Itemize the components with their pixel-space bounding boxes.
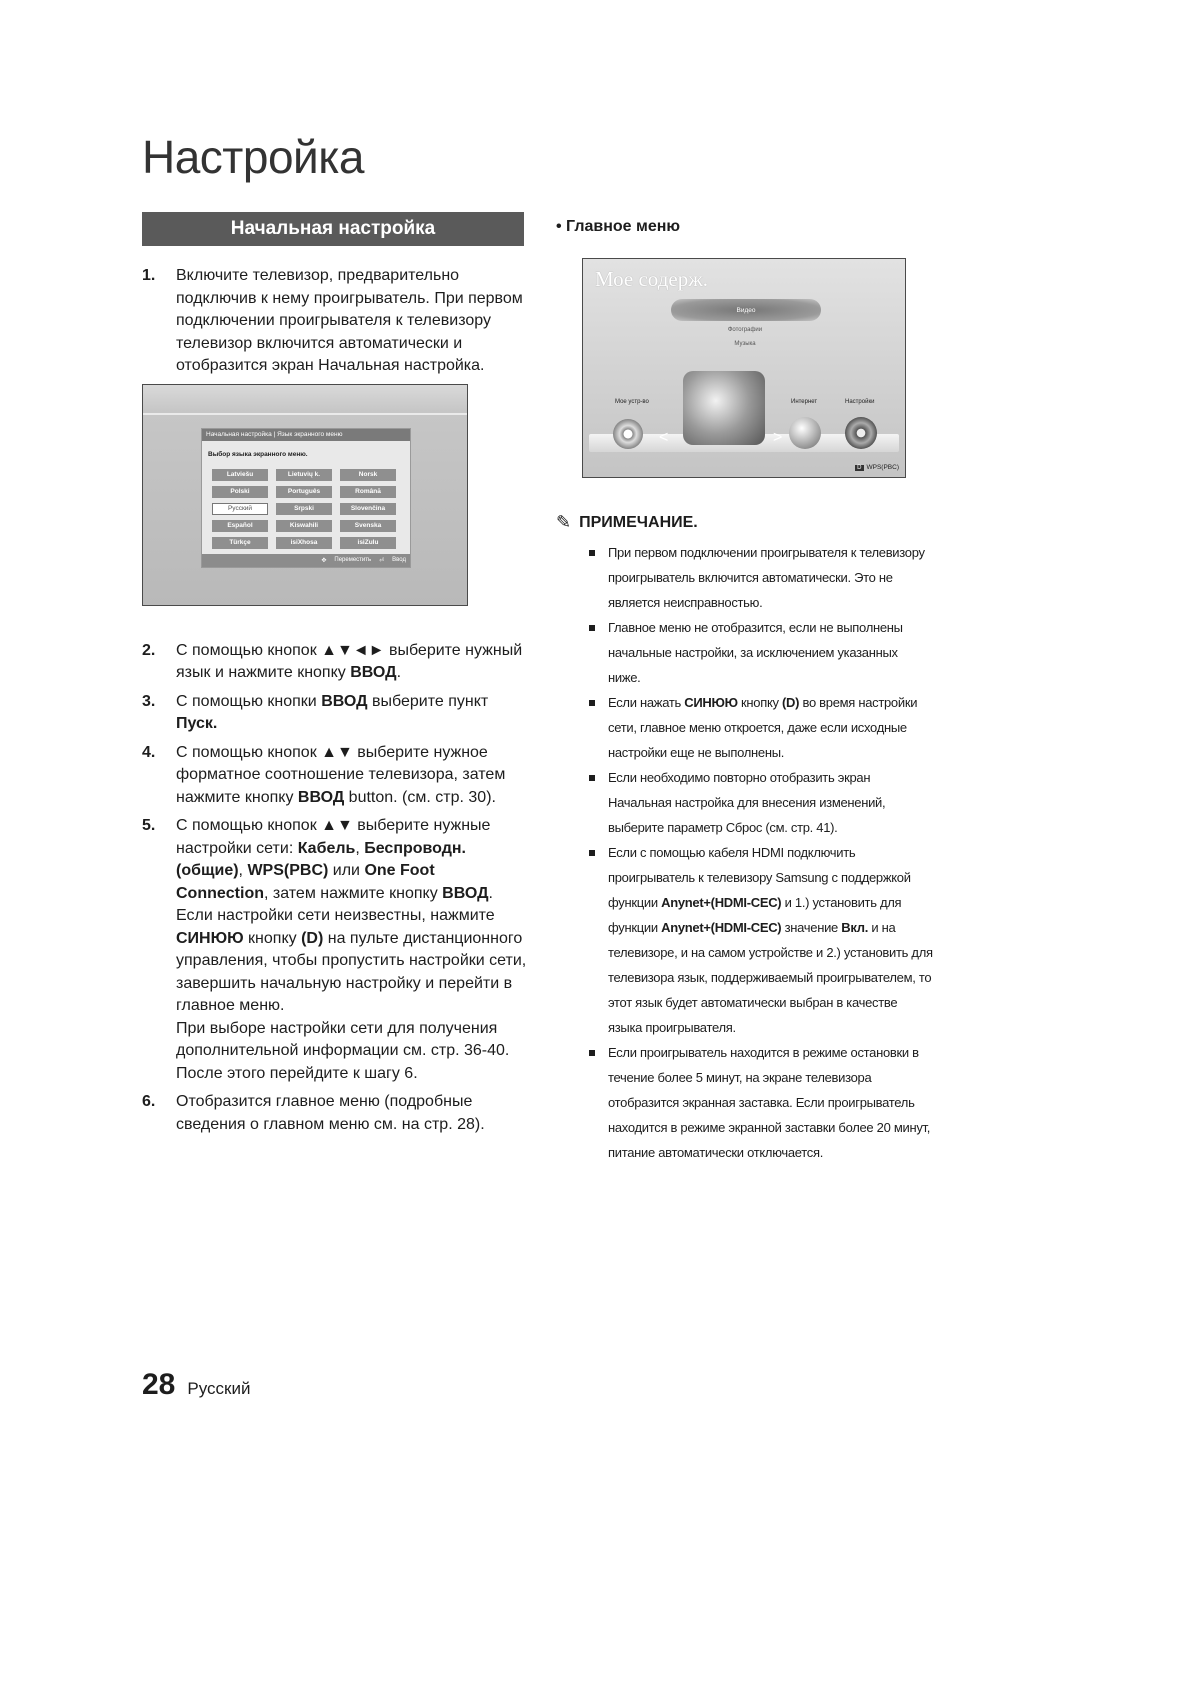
note-text: Если нажать (608, 695, 685, 710)
step-3 (142, 691, 527, 736)
language-grid (212, 469, 410, 549)
note-bold: Anynet+(HDMI-CEC) (661, 920, 782, 935)
step-number: 2. (142, 641, 156, 659)
language-option[interactable]: isiXhosa (276, 537, 332, 549)
step-bold: Пуск (176, 715, 213, 732)
move-label: Переместить (334, 557, 372, 563)
steps-list (142, 265, 527, 1142)
menu-title: Мое содерж. (595, 267, 708, 291)
internet-icon[interactable] (789, 417, 821, 449)
main-menu-screenshot (582, 258, 906, 478)
language-option[interactable]: Kiswahili (276, 520, 332, 532)
step-text: button. (см. стр. 30). (344, 788, 496, 806)
step-text: При выборе настройки сети для получения дополнительной информации см. стр. 36-40. После этого перейдите к шагу 6. (176, 1019, 510, 1082)
step-text: С помощью кнопок ▲▼ выберите нужные настройки сети: (176, 817, 491, 857)
menu-item-music[interactable]: Музыка (734, 341, 756, 347)
language-option-selected[interactable]: Русский (212, 503, 268, 515)
language-option[interactable]: isiZulu (340, 537, 396, 549)
note-text: и на телевизоре, и на самом устройстве и 2.) установить для телевизора язык, поддерживаемый проигрывателем, то этот язык будет автоматически выбран в качестве языка проигрывателя. (608, 920, 933, 1035)
square-bullet-icon (589, 550, 595, 556)
step-text: . (212, 715, 218, 732)
page-language: Русский (187, 1379, 251, 1398)
icon-label-settings: Настройки (845, 399, 875, 405)
note-text: и 1.) установить для функции (608, 895, 902, 935)
note-heading (556, 512, 698, 533)
step-text: С помощью кнопок ▲▼◄► выберите нужный язык и нажмите кнопку (176, 641, 523, 681)
note-text: Если проигрыватель находится в режиме остановки в течение более 5 минут, на экране телевизора отобразится экранная заставка. Если проигрыватель находится в режиме экранной заставки более 20 минут, питание автоматически отключается. (608, 1045, 931, 1160)
step-bold: ВВОД (442, 884, 489, 902)
icon-label-device: Мое устр-во (615, 399, 649, 405)
dialog-footer (202, 554, 410, 567)
step-text: С помощью кнопок ▲▼ выберите нужное форматное соотношение телевизора, затем нажмите кнопку (176, 743, 506, 806)
enter-label: Ввод (392, 557, 406, 563)
language-option[interactable]: Polski (212, 486, 268, 498)
step-text: , (238, 862, 248, 879)
enter-icon: ⏎ (379, 557, 385, 564)
step-bold: WPS(PBC) (247, 862, 329, 879)
note-text: Если с помощью кабеля HDMI подключить проигрыватель к телевизору Samsung с поддержкой функции (608, 845, 911, 910)
language-option[interactable]: Türkçe (212, 537, 268, 549)
note-item (588, 615, 933, 690)
square-bullet-icon (589, 1050, 595, 1056)
note-text: во время настройки сети, главное меню откроется, даже если исходные настройки еще не выполнены. (608, 695, 918, 760)
right-arrow-icon[interactable]: > (773, 429, 783, 446)
gear-icon[interactable] (845, 417, 877, 449)
square-bullet-icon (589, 625, 595, 631)
note-bold: СИНЮЮ (684, 695, 738, 710)
note-item (588, 540, 933, 615)
language-option[interactable]: Lietuvių k. (276, 469, 332, 481)
icon-label-internet: Интернет (791, 399, 818, 405)
note-text: Главное меню не отобразится, если не выполнены начальные настройки, за исключением указанных ниже. (608, 620, 903, 685)
step-number: 1. (142, 267, 156, 284)
menu-item-photos[interactable]: Фотографии (727, 327, 763, 333)
note-text: кнопку (737, 695, 783, 710)
language-option[interactable]: Português (276, 486, 332, 498)
pencil-icon: ✎ (556, 512, 572, 532)
note-bold: Anynet+(HDMI-CEC) (661, 895, 782, 910)
step-bold: СИНЮЮ (176, 929, 244, 947)
language-option[interactable]: Svenska (340, 520, 396, 532)
main-menu-heading: • Главное меню (556, 218, 681, 235)
step-text: Включите телевизор, предварительно подключив к нему проигрыватель. При первом подключении проигрывателя к телевизору телевизор включится автоматически и отобразится экран Начальная настройка. (176, 267, 523, 374)
note-text: При первом подключении проигрывателя к телевизору проигрыватель включится автоматически. Это не является неисправностью. (608, 545, 925, 610)
step-text: или (328, 862, 365, 879)
wps-hint (855, 464, 899, 471)
step-text: на пульте дистанционного управления, чтобы пропустить настройки сети, завершить начальную настройку и перейти в главное меню. (176, 929, 527, 1014)
note-title: ПРИМЕЧАНИЕ. (579, 513, 698, 531)
dialog-header: Начальная настройка | Язык экранного меню (202, 429, 410, 441)
step-text: Отобразится главное меню (подробные сведения о главном меню см. на стр. 28). (176, 1093, 485, 1133)
language-option[interactable]: Norsk (340, 469, 396, 481)
step-bold: ВВОД (350, 664, 397, 681)
step-bold: ВВОД (321, 692, 368, 710)
step-4 (142, 742, 527, 810)
step-text: . Если настройки сети неизвестны, нажмите (176, 884, 495, 924)
initial-setup-screenshot (142, 384, 468, 606)
language-option[interactable]: Latviešu (212, 469, 268, 481)
step-6 (142, 1091, 527, 1136)
step-number: 3. (142, 692, 156, 710)
step-number: 4. (142, 743, 156, 761)
note-bold: (D) (782, 695, 800, 710)
step-bold: Кабель (297, 839, 356, 857)
menu-item-video[interactable]: Видео (671, 299, 821, 321)
dialog-subtitle: Выбор языка экранного меню. (208, 450, 308, 458)
my-device-icon[interactable] (613, 419, 643, 449)
page-number: 28 (142, 1368, 176, 1401)
step-2 (142, 640, 527, 685)
step-bold: One Foot Connection (176, 862, 435, 902)
language-option[interactable]: Srpski (276, 503, 332, 515)
step-text: , (355, 839, 365, 857)
step-bold: (D) (301, 929, 324, 947)
main-menu-heading-text: Главное меню (566, 218, 681, 235)
step-bold: ВВОД (297, 788, 345, 806)
step-text: выберите пункт (367, 692, 489, 710)
step-number: 6. (142, 1093, 156, 1110)
step-bold: Беспроводн. (общие) (176, 839, 466, 879)
language-option[interactable]: Español (212, 520, 268, 532)
step-text: , затем нажмите кнопку (264, 884, 443, 902)
square-bullet-icon (589, 700, 595, 706)
note-text: Если необходимо повторно отобразить экран Начальная настройка для внесения изменений, выберите параметр Сброс (см. стр. 41). (608, 770, 886, 835)
note-item (588, 765, 933, 840)
note-item (588, 690, 933, 765)
wps-label: WPS(PBC) (866, 464, 899, 471)
square-bullet-icon (589, 850, 595, 856)
square-bullet-icon (589, 775, 595, 781)
step-number: 5. (142, 817, 156, 834)
language-dialog (201, 428, 411, 568)
left-arrow-icon[interactable]: < (659, 429, 669, 446)
d-key-icon: D (857, 464, 862, 471)
section-header: Начальная настройка (142, 212, 524, 246)
step-text: С помощью кнопки (176, 692, 322, 710)
page-title: Настройка (142, 131, 364, 183)
my-content-icon[interactable] (683, 371, 765, 445)
note-text: значение (781, 920, 842, 935)
move-icon: ✥ (321, 557, 327, 564)
note-item (588, 840, 933, 1040)
screen-band (143, 413, 467, 415)
step-text: . (396, 664, 402, 681)
note-item (588, 1040, 933, 1165)
language-option[interactable]: Română (340, 486, 396, 498)
step-1 (142, 265, 527, 378)
step-text: кнопку (243, 929, 302, 947)
language-option[interactable]: Slovenčina (340, 503, 396, 515)
notes-list (588, 540, 933, 1165)
page-footer (142, 1368, 250, 1402)
step-5 (142, 815, 527, 1085)
note-bold: Вкл. (841, 920, 869, 935)
